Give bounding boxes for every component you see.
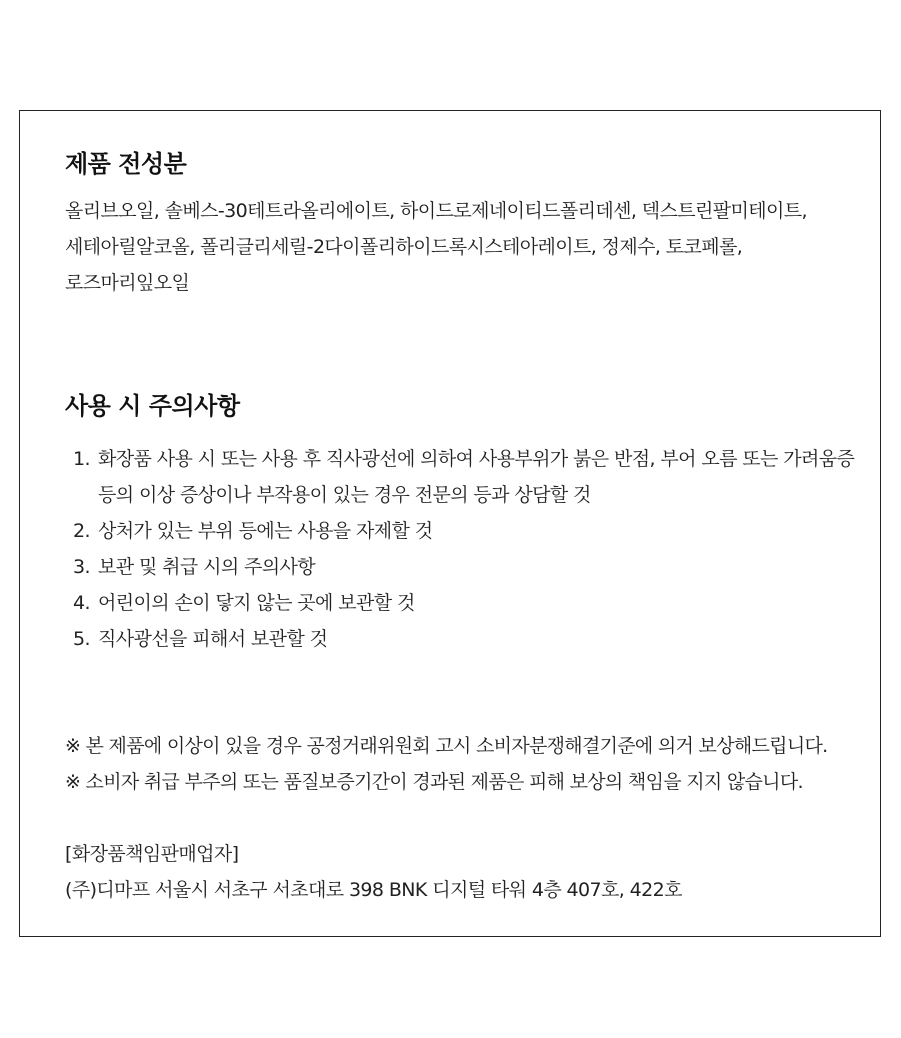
precaution-number: 2. (73, 520, 90, 542)
liability-note: ※ 소비자 취급 부주의 또는 품질보증기간이 경과된 제품은 피해 보상의 책임을 지지 않습니다. (65, 771, 803, 793)
compensation-notes (65, 728, 855, 800)
precaution-number: 5. (73, 628, 90, 650)
precaution-text: 보관 및 취급 시의 주의사항 (98, 556, 316, 578)
precaution-item (65, 513, 855, 549)
precaution-item (65, 549, 855, 585)
seller-label: [화장품책임판매업자] (65, 843, 239, 865)
seller-info (65, 836, 855, 908)
precaution-item (65, 441, 855, 513)
precaution-number: 3. (73, 556, 90, 578)
precaution-number: 4. (73, 592, 90, 614)
precaution-item (65, 621, 855, 657)
product-info-panel (19, 110, 881, 937)
compensation-note: ※ 본 제품에 이상이 있을 경우 공정거래위원회 고시 소비자분쟁해결기준에 의거 보상해드립니다. (65, 735, 828, 757)
precaution-number: 1. (73, 448, 90, 470)
precaution-text: 상처가 있는 부위 등에는 사용을 자제할 것 (98, 520, 433, 542)
seller-address: (주)디마프 서울시 서초구 서초대로 398 BNK 디지털 타워 4층 407호, 422호 (65, 879, 682, 901)
precaution-text: 화장품 사용 시 또는 사용 후 직사광선에 의하여 사용부위가 붉은 반점, 부어 오름 또는 가려움증 등의 이상 증상이나 부작용이 있는 경우 전문의 등과 상담할 것 (98, 448, 855, 506)
precautions-title: 사용 시 주의사항 (65, 392, 240, 420)
precaution-text: 직사광선을 피해서 보관할 것 (98, 628, 328, 650)
precaution-item (65, 585, 855, 621)
ingredients-title: 제품 전성분 (65, 150, 187, 178)
ingredients-text: 올리브오일, 솔베스-30테트라올리에이트, 하이드로제네이티드폴리데센, 덱스트린팔미테이트, 세테아릴알코올, 폴리글리세릴-2다이폴리하이드록시스테아레이트, 정제수, 토코페롤, 로즈마리잎오일 (65, 200, 807, 294)
precautions-list (65, 441, 855, 657)
precaution-text: 어린이의 손이 닿지 않는 곳에 보관할 것 (98, 592, 415, 614)
